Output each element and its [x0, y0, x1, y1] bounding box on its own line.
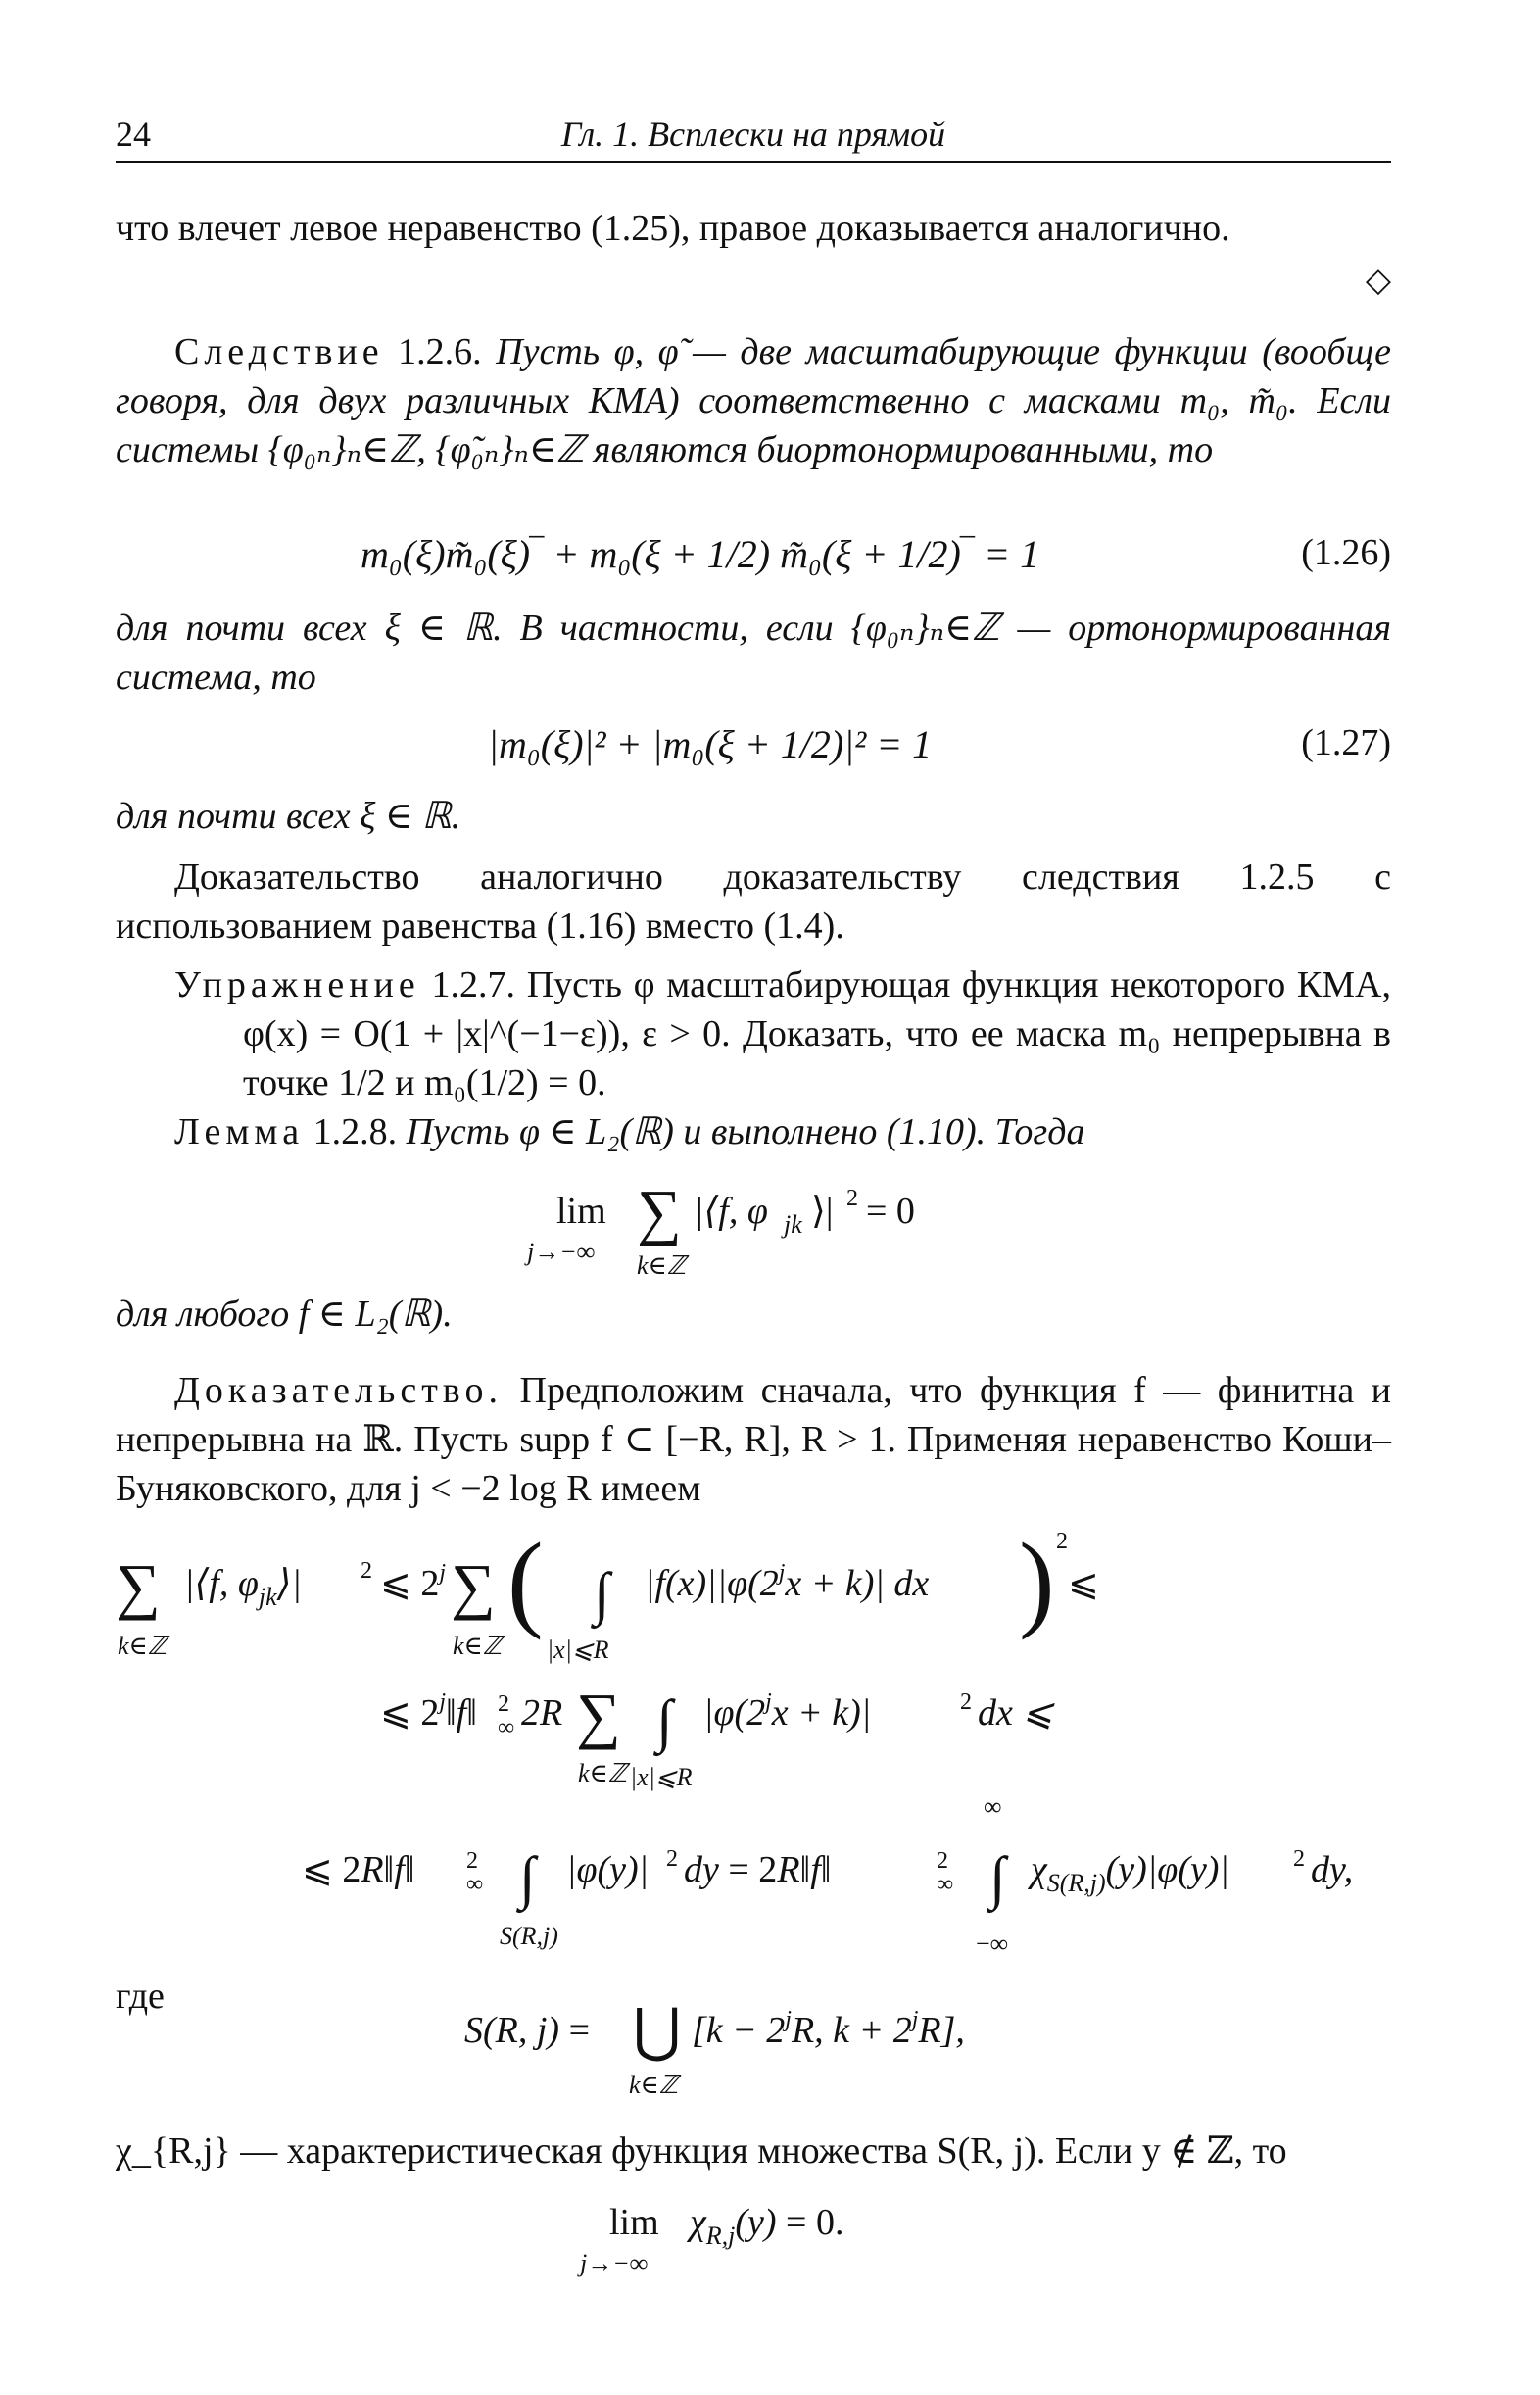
svg-text:⋃: ⋃ [633, 1998, 682, 2063]
svg-text:(: ( [507, 1521, 544, 1640]
svg-text:2: 2 [466, 1848, 478, 1874]
svg-text:2: 2 [1293, 1846, 1305, 1872]
running-title: Гл. 1. Всплески на прямой [560, 115, 946, 154]
lemma-after: для любого f ∈ L₂(ℝ). [116, 1294, 453, 1335]
svg-text:k∈ℤ: k∈ℤ [118, 1632, 168, 1660]
running-header [116, 110, 1391, 163]
svg-text:): ) [1019, 1521, 1055, 1640]
exercise-label: Упражнение [174, 964, 420, 1005]
svg-text:2: 2 [937, 1848, 948, 1874]
exercise-paragraph [116, 960, 1391, 1107]
equation-1-27 [488, 721, 932, 767]
svg-text:k∈ℤ: k∈ℤ [453, 1632, 503, 1660]
svg-text:⟩|: ⟩| [811, 1191, 834, 1232]
svg-text:2: 2 [361, 1558, 372, 1584]
lemma-label: Лемма [174, 1111, 305, 1152]
svg-text:⩽ 2j: ⩽ 2$^j$ [380, 1560, 447, 1604]
exercise-number: 1.2.7. [431, 964, 515, 1005]
svg-text:[k − 2jR, k + 2jR],: [$k - 2^jR$, $k + 2^jR$], [692, 2007, 965, 2051]
svg-text:k∈ℤ: k∈ℤ [637, 1251, 687, 1280]
svg-text:∫: ∫ [989, 1845, 1006, 1910]
svg-text:dy = 2R‖f‖: dy = 2R‖f‖ [684, 1849, 832, 1890]
lemma-paragraph [116, 1107, 1391, 1156]
svg-text:2: 2 [960, 1689, 972, 1715]
corollary-text: Пусть φ, φ̃ — две масштабирующие функции (вообще говоря, для двух различных КМА) соответственно с масками m₀, m̃₀. Если системы {φ₀ₙ}ₙ∈ℤ, {φ̃₀ₙ}ₙ∈ℤ являются биортонормированными, то [116, 331, 1392, 470]
svg-text:∞: ∞ [937, 1872, 954, 1897]
proof-paragraph [116, 1366, 1391, 1513]
svg-text:∑: ∑ [451, 1551, 496, 1621]
svg-text:χS(R,j)(y)|φ(y)|: $\chi_{S(R,j)}(y)|\varphi(y)|$ [1031, 1849, 1229, 1897]
svg-text:jk: jk [784, 1210, 802, 1239]
svg-text:∞: ∞ [498, 1715, 515, 1740]
svg-text:∞: ∞ [984, 1792, 1002, 1821]
svg-text:= 0: = 0 [866, 1191, 915, 1232]
inequality-chain [116, 1521, 1391, 1989]
svg-text:∑: ∑ [116, 1551, 161, 1621]
svg-text:2: 2 [666, 1846, 678, 1872]
svg-text:dy,: dy, [1311, 1849, 1354, 1890]
page [116, 0, 1391, 2395]
svg-text:2: 2 [846, 1186, 858, 1211]
svg-text:∫: ∫ [519, 1845, 536, 1910]
svg-text:∑: ∑ [576, 1681, 621, 1750]
equation-1-26 [361, 531, 1039, 577]
svg-text:|⟨f, φ: |⟨f, φ [694, 1191, 768, 1232]
intro-text: что влечет левое неравенство (1.25), правое доказывается аналогично. [116, 208, 1230, 249]
lemma-text: Пусть φ ∈ L₂(ℝ) и выполнено (1.10). Тогда [406, 1111, 1085, 1152]
svg-text:|⟨f, φjk⟩|: |⟨f, $\varphi_{jk}⟩|$ [184, 1563, 302, 1611]
set-definition [464, 1991, 1170, 2109]
page-number: 24 [116, 115, 151, 154]
svg-text:∑: ∑ [637, 1177, 682, 1246]
exercise-text: Пусть φ масштабирующая функция некоторого КМА, φ(x) = O(1 + |x|^(−1−ε)), ε > 0. Доказать, что ее маска m₀ непрерывна в точке 1/2 и m₀(1/2) = 0. [243, 964, 1391, 1103]
qed-symbol: ◇ [1365, 263, 1391, 299]
svg-text:lim: lim [609, 2202, 659, 2243]
svg-text:|x|⩽R: |x|⩽R [547, 1636, 609, 1664]
proof-note: Доказательство аналогично доказательству следствия 1.2.5 с использованием равенства (1.16) вместо (1.4). [116, 856, 1391, 947]
after-eq-1-27: для почти всех ξ ∈ ℝ. [116, 796, 461, 837]
svg-text:∫: ∫ [656, 1688, 673, 1753]
svg-text:⩽ 2R‖f‖: ⩽ 2R‖f‖ [302, 1849, 415, 1890]
svg-text:dx ⩽: dx ⩽ [978, 1692, 1054, 1734]
svg-text:j→−∞: j→−∞ [580, 2249, 649, 2277]
chi-limit [580, 2183, 1089, 2291]
svg-text:lim: lim [556, 1191, 606, 1232]
svg-text:χR,j(y) = 0.: $\chi_{R,j}(y) = 0$. [690, 2202, 844, 2250]
corollary-paragraph [116, 327, 1391, 474]
proof-text: Предположим сначала, что функция f — финитна и непрерывна на ℝ. Пусть supp f ⊂ [−R, R], R > 1. Применяя неравенство Коши–Буняковского, для j < −2 log R имеем [116, 1370, 1392, 1509]
svg-text:S(R,j): S(R,j) [500, 1922, 558, 1950]
svg-text:⩽: ⩽ [1068, 1563, 1099, 1604]
equation-1-27-text: |m₀(ξ)|² + |m₀(ξ + 1/2)|² = 1 [488, 722, 933, 766]
equation-1-26-text: m₀(ξ)m̃₀(ξ)‾ + m₀(ξ + 1/2) m̃₀(ξ + 1/2)‾ = 1 [361, 532, 1040, 576]
intro-paragraph [116, 204, 1391, 299]
svg-text:2: 2 [498, 1691, 509, 1717]
svg-text:|φ(y)|: |φ(y)| [566, 1849, 650, 1890]
equation-1-27-number: (1.27) [1301, 722, 1391, 763]
svg-text:∞: ∞ [466, 1872, 484, 1897]
svg-text:2: 2 [1056, 1529, 1068, 1554]
svg-text:2R: 2R [521, 1692, 563, 1734]
lemma-number: 1.2.8. [313, 1111, 398, 1152]
where-word: где [116, 1976, 165, 2017]
svg-text:⩽ 2j‖f‖: ⩽ 2$^j$‖f‖ [380, 1689, 477, 1734]
svg-text:|φ(2jx + k)|: $|\varphi(2^jx + k)|$ [703, 1689, 872, 1734]
svg-text:j→−∞: j→−∞ [527, 1238, 596, 1266]
svg-text:k∈ℤ: k∈ℤ [578, 1759, 628, 1787]
svg-text:k∈ℤ: k∈ℤ [629, 2071, 679, 2099]
equation-1-26-number: (1.26) [1301, 532, 1391, 573]
svg-text:∫: ∫ [594, 1561, 610, 1626]
after-eq-1-26: для почти всех ξ ∈ ℝ. В частности, если {φ₀ₙ}ₙ∈ℤ — ортонормированная система, то [116, 608, 1391, 698]
svg-text:|f(x)||φ(2jx + k)| dx: $|f(x)||\varphi(2^jx + k)|$ dx [645, 1560, 930, 1604]
corollary-label: Следствие [174, 331, 384, 372]
chi-paragraph: χ_{R,j} — характеристическая функция множества S(R, j). Если y ∉ ℤ, то [116, 2130, 1287, 2172]
lemma-formula [527, 1172, 1017, 1290]
svg-text:|x|⩽R: |x|⩽R [630, 1763, 693, 1791]
svg-text:S(R, j) =: S(R, j) = [464, 2010, 591, 2051]
svg-text:−∞: −∞ [976, 1930, 1009, 1958]
corollary-number: 1.2.6. [398, 331, 482, 372]
proof-label: Доказательство. [174, 1370, 503, 1411]
